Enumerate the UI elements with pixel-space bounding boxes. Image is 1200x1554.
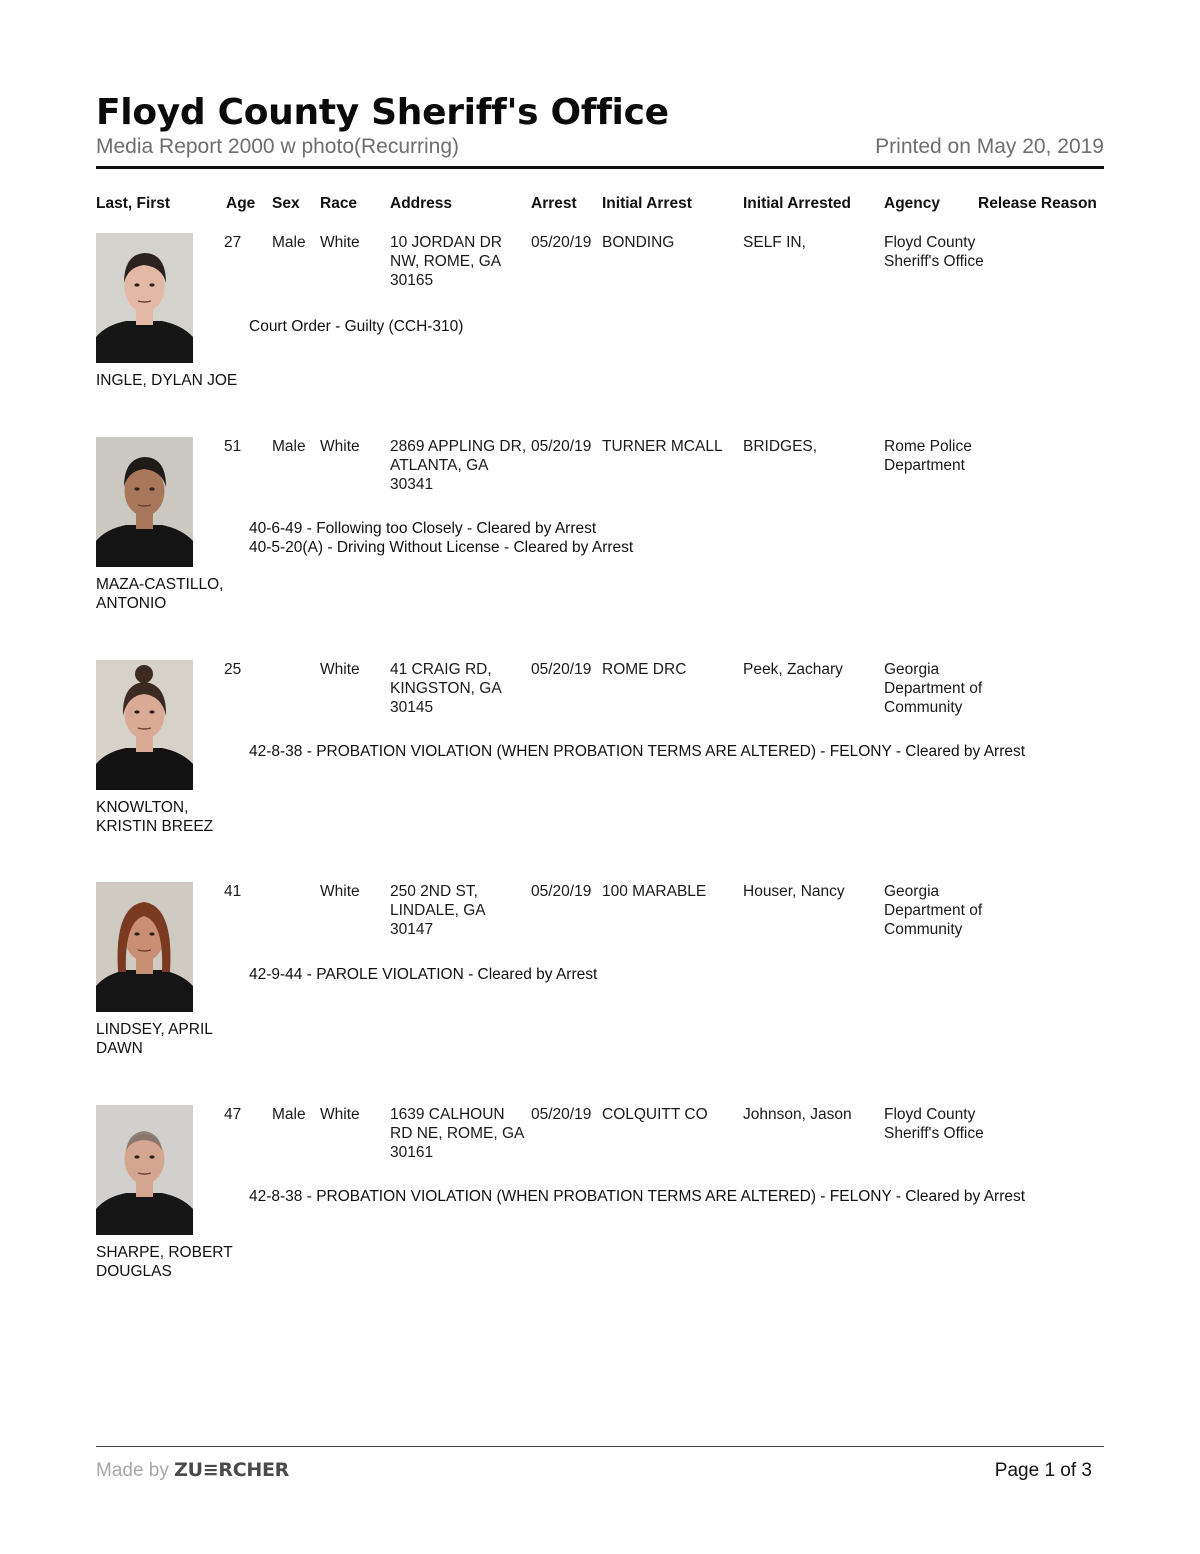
booking-photo bbox=[96, 660, 193, 790]
initial-arrested-value: SELF IN, bbox=[743, 234, 806, 251]
arrest-date-value: 05/20/19 bbox=[531, 234, 592, 251]
header-divider bbox=[96, 166, 1104, 169]
column-header-sex: Sex bbox=[272, 195, 300, 212]
made-by-label: Made by bbox=[96, 1460, 169, 1481]
agency-value: Floyd County Sheriff's Office bbox=[884, 1106, 984, 1142]
column-header-arrest: Arrest bbox=[531, 195, 577, 212]
initial-arrest-value: BONDING bbox=[602, 234, 675, 251]
age-value: 41 bbox=[224, 883, 242, 900]
race-value: White bbox=[320, 1106, 360, 1123]
race-value: White bbox=[320, 438, 360, 455]
initial-arrest-value: ROME DRC bbox=[602, 661, 687, 678]
race-value: White bbox=[320, 883, 360, 900]
column-header-race: Race bbox=[320, 195, 358, 212]
address-value: 2869 APPLING DR, ATLANTA, GA 30341 bbox=[390, 438, 527, 493]
charge-line: 42-8-38 - PROBATION VIOLATION (WHEN PROBATION TERMS ARE ALTERED) - FELONY - Cleared by Arrest bbox=[249, 743, 1026, 760]
made-by-credit bbox=[96, 1459, 289, 1482]
column-header-agency: Agency bbox=[884, 195, 940, 212]
agency-value: Floyd County Sheriff's Office bbox=[884, 234, 984, 270]
initial-arrest-value: 100 MARABLE bbox=[602, 883, 707, 900]
person-name: INGLE, DYLAN JOE bbox=[96, 372, 238, 389]
report-subtitle: Media Report 2000 w photo(Recurring) bbox=[96, 135, 460, 158]
arrest-record bbox=[0, 437, 1200, 637]
initial-arrested-value: Houser, Nancy bbox=[743, 883, 845, 900]
arrest-date-value: 05/20/19 bbox=[531, 661, 592, 678]
arrest-date-value: 05/20/19 bbox=[531, 1106, 592, 1123]
arrest-date-value: 05/20/19 bbox=[531, 883, 592, 900]
mugshot-image bbox=[96, 882, 193, 1012]
booking-photo bbox=[96, 882, 193, 1012]
person-name: MAZA-CASTILLO, ANTONIO bbox=[96, 576, 224, 612]
age-value: 47 bbox=[224, 1106, 242, 1123]
charge-line: 40-5-20(A) - Driving Without License - Cleared by Arrest bbox=[249, 539, 634, 556]
zuercher-logo: ZU≡RCHER bbox=[174, 1459, 289, 1481]
charges-list bbox=[249, 965, 597, 984]
booking-photo bbox=[96, 437, 193, 567]
mugshot-image bbox=[96, 1105, 193, 1235]
mugshot-image bbox=[96, 660, 193, 790]
initial-arrest-value: TURNER MCALL bbox=[602, 438, 723, 455]
arrest-record bbox=[0, 660, 1200, 860]
sex-value: Male bbox=[272, 1106, 306, 1123]
age-value: 51 bbox=[224, 438, 242, 455]
age-value: 27 bbox=[224, 234, 242, 251]
booking-photo bbox=[96, 1105, 193, 1235]
age-value: 25 bbox=[224, 661, 242, 678]
person-name: KNOWLTON, KRISTIN BREEZ bbox=[96, 799, 214, 835]
sex-value: Male bbox=[272, 438, 306, 455]
report-title: Floyd County Sheriff's Office bbox=[96, 92, 669, 133]
address-value: 250 2ND ST, LINDALE, GA 30147 bbox=[390, 883, 486, 938]
charge-line: 42-8-38 - PROBATION VIOLATION (WHEN PROBATION TERMS ARE ALTERED) - FELONY - Cleared by Arrest bbox=[249, 1188, 1026, 1205]
address-value: 10 JORDAN DR NW, ROME, GA 30165 bbox=[390, 234, 502, 289]
agency-value: Georgia Department of Community bbox=[884, 883, 983, 938]
initial-arrest-value: COLQUITT CO bbox=[602, 1106, 708, 1123]
charge-line: 42-9-44 - PAROLE VIOLATION - Cleared by Arrest bbox=[249, 966, 598, 983]
mugshot-image bbox=[96, 233, 193, 363]
person-name: LINDSEY, APRIL DAWN bbox=[96, 1021, 213, 1057]
arrest-date-value: 05/20/19 bbox=[531, 438, 592, 455]
agency-value: Rome Police Department bbox=[884, 438, 972, 474]
person-name: SHARPE, ROBERT DOUGLAS bbox=[96, 1244, 233, 1280]
address-value: 1639 CALHOUN RD NE, ROME, GA 30161 bbox=[390, 1106, 525, 1161]
arrest-record bbox=[0, 233, 1200, 433]
column-header-release-reason: Release Reason bbox=[978, 195, 1097, 212]
page-number: Page 1 of 3 bbox=[994, 1460, 1092, 1481]
race-value: White bbox=[320, 661, 360, 678]
charges-list bbox=[249, 742, 1025, 761]
initial-arrested-value: Peek, Zachary bbox=[743, 661, 843, 678]
initial-arrested-value: Johnson, Jason bbox=[743, 1106, 852, 1123]
column-header-initial-arrest: Initial Arrest bbox=[602, 195, 692, 212]
column-header-address: Address bbox=[390, 195, 453, 212]
race-value: White bbox=[320, 234, 360, 251]
address-value: 41 CRAIG RD, KINGSTON, GA 30145 bbox=[390, 661, 502, 716]
charges-list bbox=[249, 317, 463, 336]
initial-arrested-value: BRIDGES, bbox=[743, 438, 818, 455]
column-header-age: Age bbox=[226, 195, 256, 212]
agency-value: Georgia Department of Community bbox=[884, 661, 983, 716]
charges-list bbox=[249, 1187, 1025, 1206]
sex-value: Male bbox=[272, 234, 306, 251]
charge-line: Court Order - Guilty (CCH-310) bbox=[249, 318, 464, 335]
column-header-initial-arrested: Initial Arrested bbox=[743, 195, 851, 212]
charges-list bbox=[249, 519, 633, 557]
charge-line: 40-6-49 - Following too Closely - Cleared by Arrest bbox=[249, 520, 597, 537]
column-header-name: Last, First bbox=[96, 195, 171, 212]
mugshot-image bbox=[96, 437, 193, 567]
footer-divider bbox=[96, 1446, 1104, 1447]
arrest-record bbox=[0, 1105, 1200, 1305]
booking-photo bbox=[96, 233, 193, 363]
arrest-record bbox=[0, 882, 1200, 1082]
printed-date: Printed on May 20, 2019 bbox=[875, 135, 1104, 158]
